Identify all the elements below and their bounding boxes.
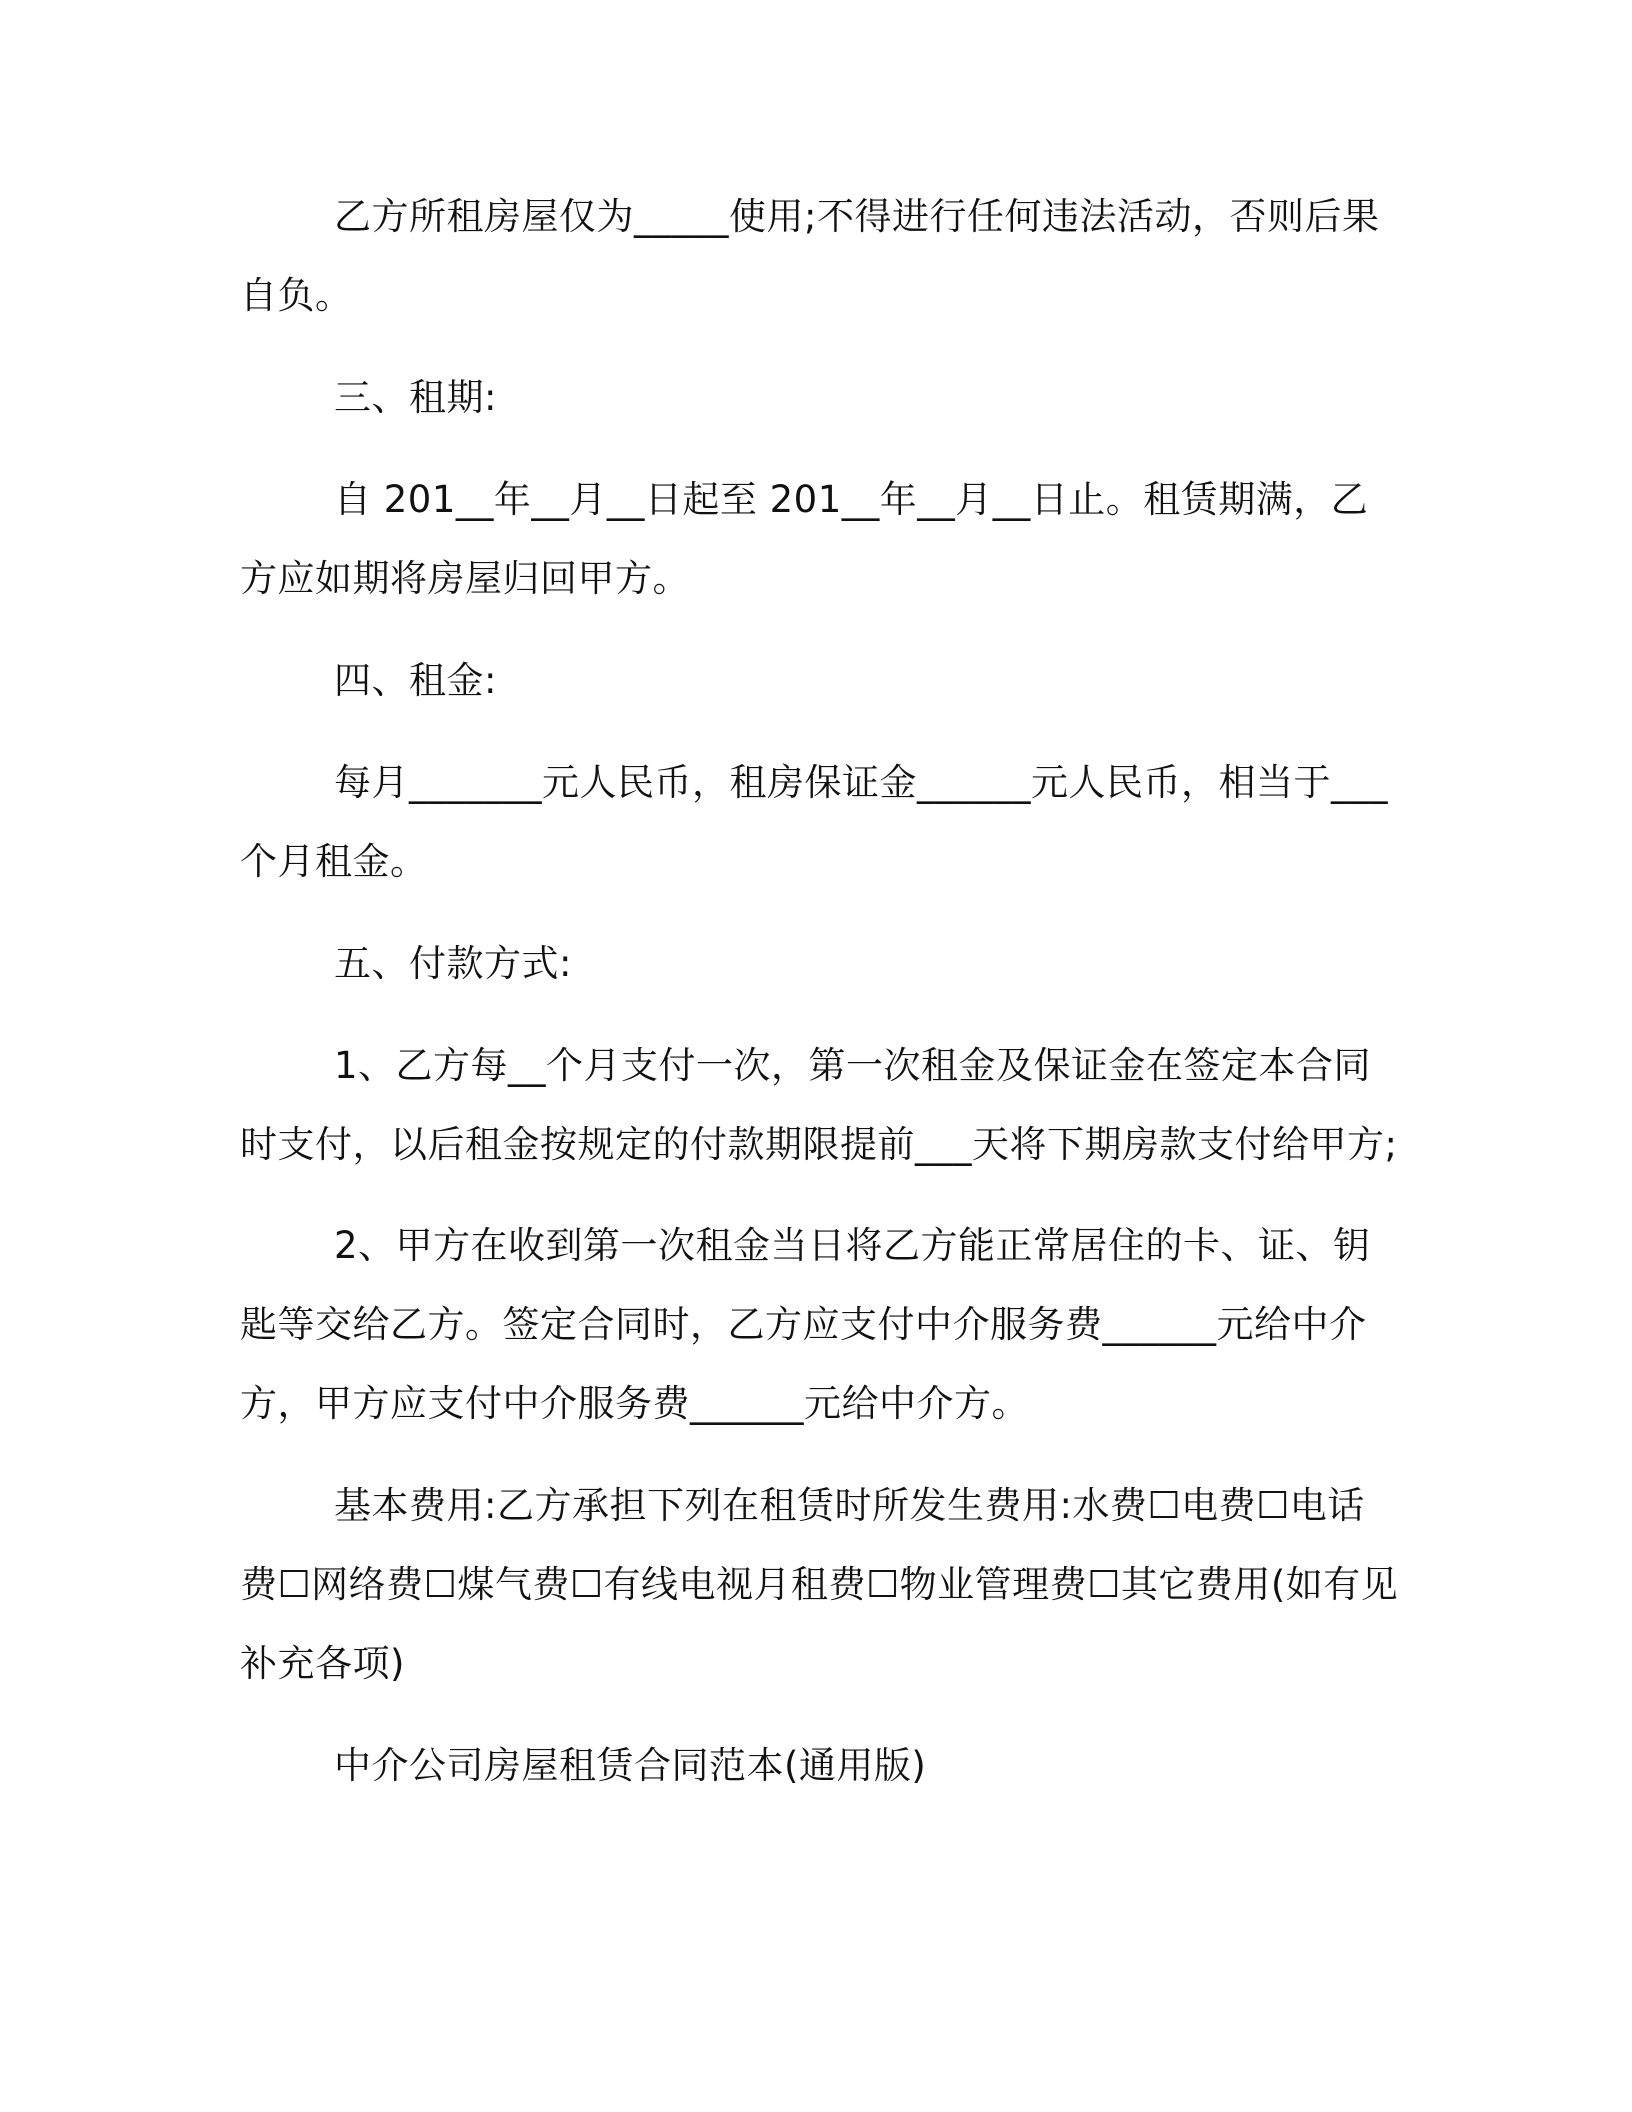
paragraph-lease-period: 自 201__年__月__日起至 201__年__月__日止。租赁期满，乙方应如期将房屋归回甲方。 bbox=[240, 478, 1369, 600]
heading-lease-term: 三、租期: bbox=[334, 376, 497, 419]
paragraph-basic-fees: 基本费用:乙方承担下列在租赁时所发生费用:水费☐电费☐电话费☐网络费☐煤气费☐有线电视月租费☐物业管理费☐其它费用(如有见补充各项) bbox=[240, 1484, 1399, 1685]
document-title-footer: 中介公司房屋租赁合同范本(通用版) bbox=[334, 1744, 927, 1787]
paragraph-payment-clause-1: 1、乙方每__个月支付一次，第一次租金及保证金在签定本合同时支付，以后租金按规定的付款期限提前___天将下期房款支付给甲方; bbox=[240, 1044, 1398, 1166]
heading-payment-method: 五、付款方式: bbox=[334, 942, 572, 985]
paragraph-payment-clause-2: 2、甲方在收到第一次租金当日将乙方能正常居住的卡、证、钥匙等交给乙方。签定合同时，乙方应支付中介服务费______元给中介方，甲方应支付中介服务费______元给中介方。 bbox=[240, 1224, 1371, 1425]
paragraph-usage-restriction: 乙方所租房屋仅为_____使用;不得进行任何违法活动，否则后果自负。 bbox=[240, 195, 1380, 317]
paragraph-rent-amount: 每月_______元人民币，租房保证金______元人民币，相当于___个月租金。 bbox=[240, 761, 1388, 883]
heading-rent: 四、租金: bbox=[334, 659, 497, 702]
